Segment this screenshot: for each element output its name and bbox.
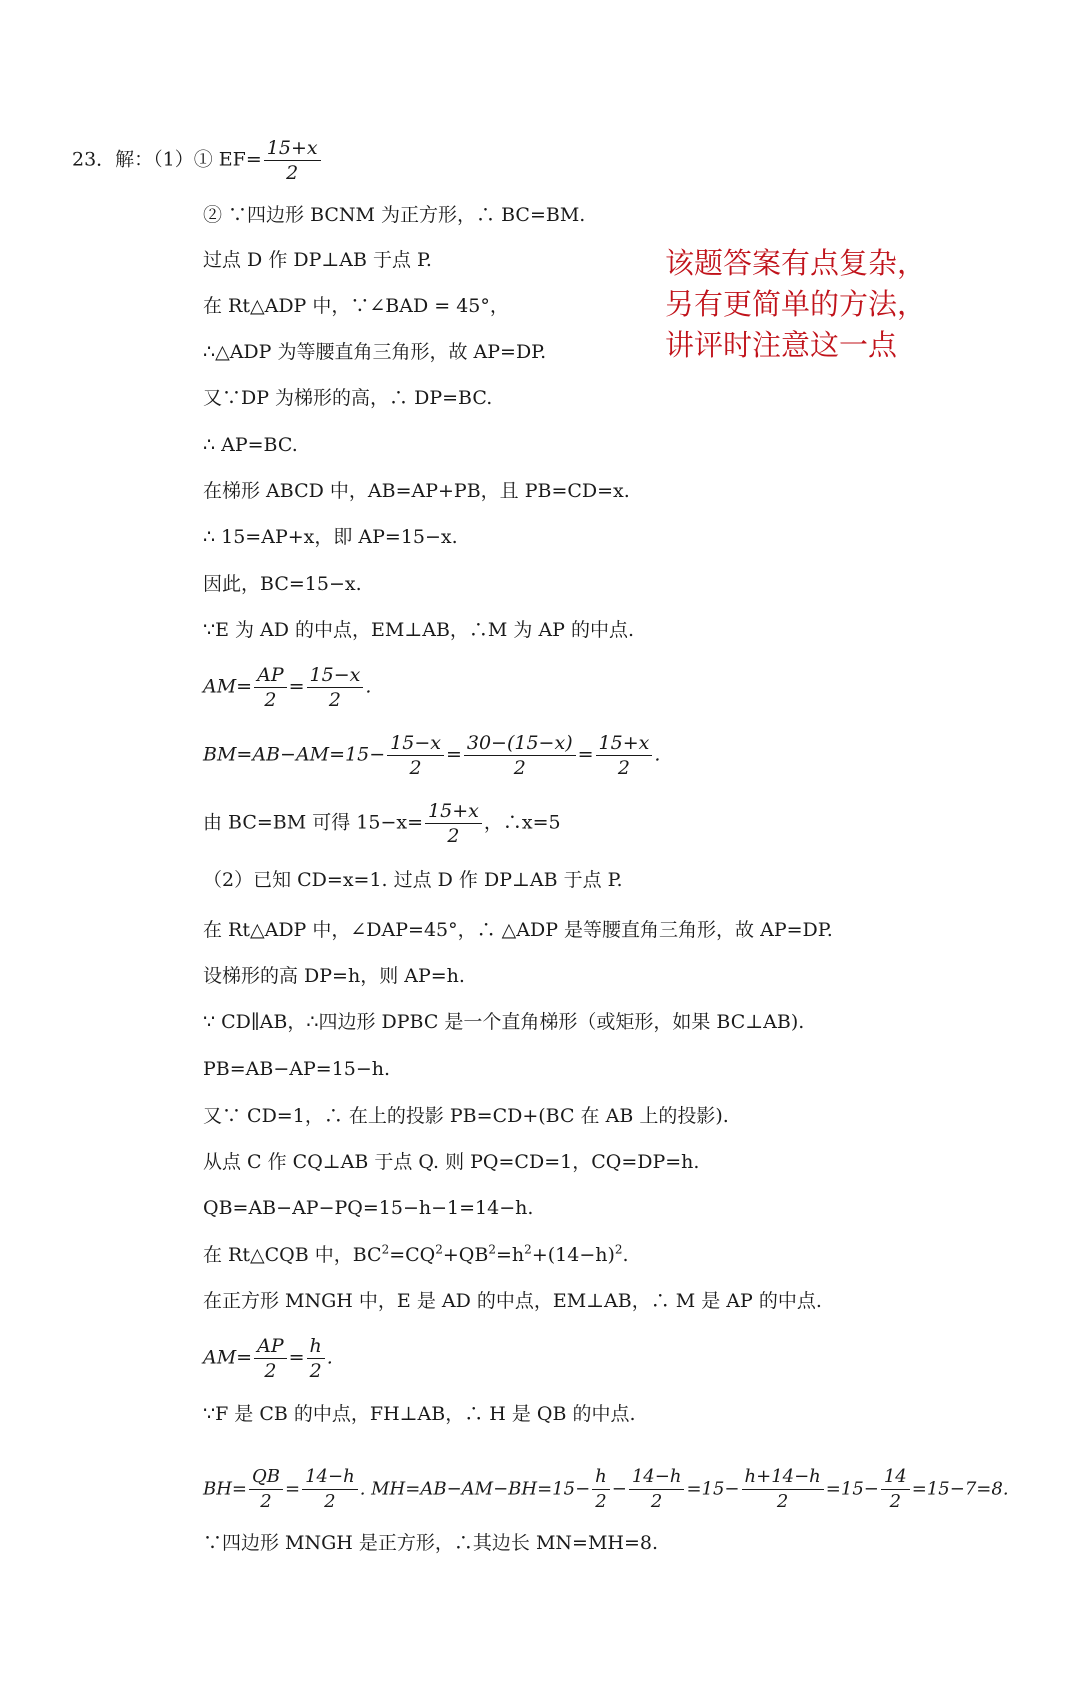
part2-line-10: 在正方形 MNGH 中，E 是 AD 的中点，EM⊥AB，∴ M 是 AP 的中点. (203, 1290, 822, 1312)
fraction: $\frac{15+x}{2}$ (425, 800, 482, 847)
part2-line-4: ∵ CD∥AB，∴四边形 DPBC 是一个直角梯形（或矩形，如果 BC⊥AB). (203, 1011, 805, 1033)
fraction: $\frac{14-h}{2}$ (629, 1466, 685, 1513)
fraction: $\frac{30-(15-x)}{2}$ (464, 732, 576, 779)
part2-line-6: 又∵ CD=1，∴ 在上的投影 PB=CD+(BC 在 AB 上的投影). (203, 1105, 729, 1127)
part2-line-1: （2）已知 CD=x=1. 过点 D 作 DP⊥AB 于点 P. (203, 869, 623, 891)
fraction: $\frac{h+14-h}{2}$ (742, 1466, 824, 1513)
part2-line-7: 从点 C 作 CQ⊥AB 于点 Q. 则 PQ=CD=1，CQ=DP=h. (203, 1151, 700, 1173)
note-line-2: 另有更简单的方法， (665, 287, 927, 321)
teacher-note (665, 243, 926, 366)
solve-x-line: 由 BC=BM 可得 15−x= $\frac{15+x}{2}$ ，∴x=5 (203, 800, 561, 847)
line-7: 在梯形 ABCD 中，AB=AP+PB，且 PB=CD=x. (203, 480, 630, 502)
am-equation-2: AM= $\frac{AP}{2}$ = $\frac{h}{2}$ . (203, 1335, 333, 1382)
fraction: $\frac{14}{2}$ (881, 1466, 910, 1513)
fraction: $\frac{14-h}{2}$ (302, 1466, 358, 1513)
question-header (72, 137, 323, 184)
fraction: $\frac{h}{2}$ (307, 1335, 325, 1382)
fraction: $\frac{QB}{2}$ (249, 1466, 283, 1513)
part2-line-8: QB=AB−AP−PQ=15−h−1=14−h. (203, 1197, 534, 1219)
line-9: 因此，BC=15−x. (203, 573, 362, 595)
fraction: $\frac{15+x}{2}$ (596, 732, 653, 779)
pythagoras-line: 在 Rt△CQB 中，$BC^2=CQ^2+QB^2=h^2+(14-h)^2$. (203, 1242, 629, 1266)
line-3: 在 Rt△ADP 中，∵∠BAD = 45°， (203, 295, 509, 317)
part2-line-3: 设梯形的高 DP=h，则 AP=h. (203, 965, 465, 987)
part2-line-5: PB=AB−AP=15−h. (203, 1058, 391, 1080)
ef-label: ① EF= (193, 148, 262, 171)
line-4: ∴△ADP 为等腰直角三角形，故 AP=DP. (203, 341, 547, 363)
part2-line-12: ∵F 是 CB 的中点，FH⊥AB，∴ H 是 QB 的中点. (203, 1403, 636, 1425)
line-1: ② ∵四边形 BCNM 为正方形，∴ BC=BM. (203, 204, 586, 226)
question-number: 23．解：（1） (72, 148, 194, 171)
fraction: $\frac{h}{2}$ (592, 1466, 610, 1513)
line-2: 过点 D 作 DP⊥AB 于点 P. (203, 249, 432, 271)
note-line-3: 讲评时注意这一点 (665, 328, 898, 362)
line-10: ∵E 为 AD 的中点，EM⊥AB，∴M 为 AP 的中点. (203, 619, 635, 641)
am-equation-1: AM= $\frac{AP}{2}$ = $\frac{15-x}{2}$ . (203, 664, 372, 711)
fraction: $\frac{15-x}{2}$ (387, 732, 444, 779)
fraction: $\frac{AP}{2}$ (254, 1335, 287, 1382)
line-6: ∴ AP=BC. (203, 434, 298, 456)
fraction-ef: $\frac{15+x}{2}$ (264, 137, 321, 184)
line-5: 又∵DP 为梯形的高，∴ DP=BC. (203, 387, 493, 409)
part2-line-2: 在 Rt△ADP 中，∠DAP=45°，∴ △ADP 是等腰直角三角形，故 AP=DP. (203, 919, 833, 941)
fraction: $\frac{15-x}{2}$ (307, 664, 364, 711)
fraction: $\frac{AP}{2}$ (254, 664, 287, 711)
final-line: ∵四边形 MNGH 是正方形，∴其边长 MN=MH=8. (203, 1532, 659, 1554)
bh-mh-equation: BH= $\frac{QB}{2}$ = $\frac{14-h}{2}$ . MH=AB−AM−BH=15− $\frac{h}{2}$ − $\frac{14-h}{2}$ =15− $\frac{h+14-h}{2}$ =15− $\frac{14}{2}$ =15−7=8. (203, 1466, 1009, 1512)
bm-equation: BM=AB−AM=15− $\frac{15-x}{2}$ = $\frac{30-(15-x)}{2}$ = $\frac{15+x}{2}$ . (203, 732, 661, 779)
line-8: ∴ 15=AP+x，即 AP=15−x. (203, 526, 458, 548)
note-line-1: 该题答案有点复杂， (665, 246, 927, 280)
